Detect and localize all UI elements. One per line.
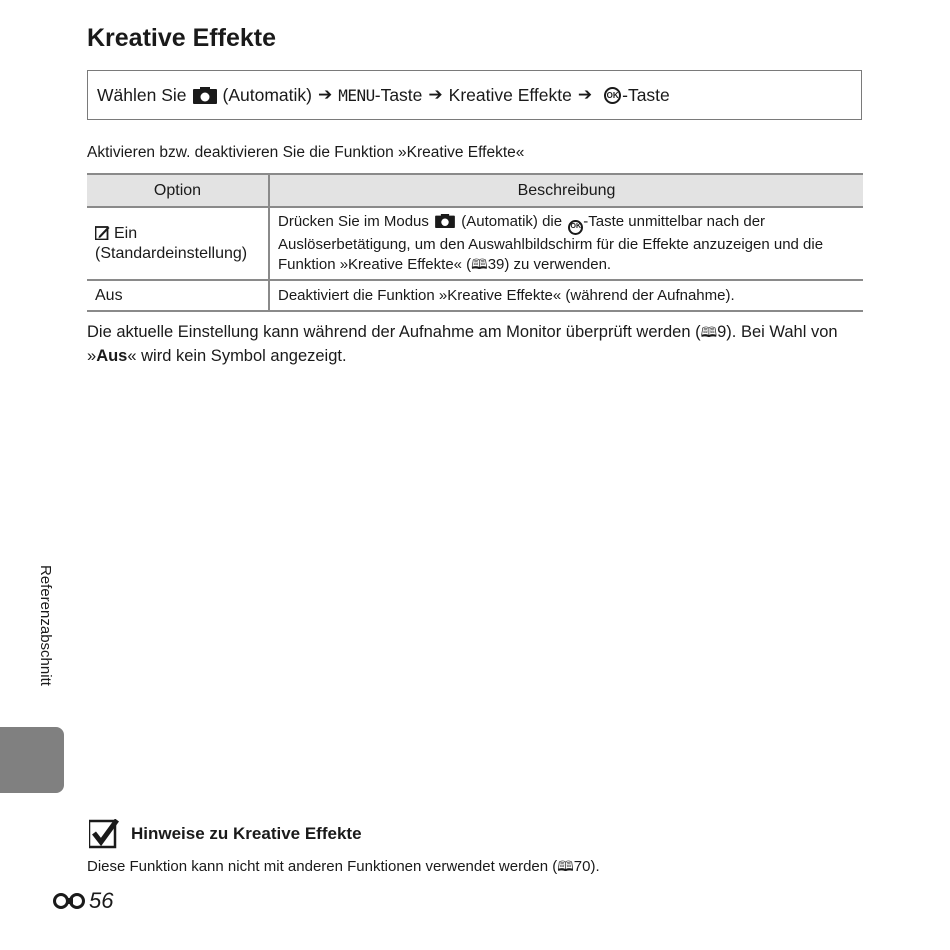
note-text-a: Diese Funktion kann nicht mit anderen Funktionen verwendet werden ( bbox=[87, 858, 558, 875]
desc-text-b: (Automatik) die bbox=[461, 213, 563, 231]
book-icon: 🕮 bbox=[700, 325, 718, 341]
arrow-icon: ➔ bbox=[317, 85, 333, 104]
description-off: Deaktiviert die Funktion »Kreative Effekte« (während der Aufnahme). bbox=[269, 280, 863, 311]
after-bold-aus: Aus bbox=[96, 347, 128, 365]
desc-ref: 39) zu verwenden. bbox=[487, 255, 612, 273]
option-off-label: Aus bbox=[87, 280, 269, 311]
note-text bbox=[87, 856, 600, 880]
option-cell bbox=[87, 207, 269, 280]
table-row bbox=[87, 207, 863, 280]
status-note-text bbox=[87, 321, 867, 368]
path-text-5: -Taste bbox=[622, 84, 670, 105]
intro-text: Aktivieren bzw. deaktivieren Sie die Funktion »Kreative Effekte« bbox=[87, 144, 525, 161]
after-text-a: Die aktuelle Einstellung kann während der Aufnahme am Monitor überprüft werden ( bbox=[87, 323, 701, 341]
page-title: Kreative Effekte bbox=[87, 24, 276, 52]
camera-icon bbox=[435, 214, 455, 228]
option-default-label: (Standardeinstellung) bbox=[95, 244, 248, 262]
reference-section-icon bbox=[53, 892, 87, 910]
path-text-4: Kreative Effekte bbox=[448, 84, 572, 105]
ok-button-icon: OK bbox=[568, 220, 583, 235]
note-title: Hinweise zu Kreative Effekte bbox=[131, 824, 362, 843]
arrow-icon: ➔ bbox=[577, 85, 593, 104]
path-text-3: -Taste bbox=[374, 84, 423, 105]
menu-button-label: MENU bbox=[338, 85, 375, 105]
menu-path-box bbox=[87, 70, 862, 120]
camera-icon bbox=[193, 87, 217, 104]
section-side-label: Referenzabschnitt bbox=[37, 565, 54, 686]
path-text-2: (Automatik) bbox=[222, 84, 312, 105]
book-icon: 🕮 bbox=[471, 256, 488, 273]
note-text-b: 70). bbox=[573, 858, 600, 875]
creative-effects-icon bbox=[95, 225, 110, 240]
check-mark-icon bbox=[89, 819, 119, 849]
path-text-1: Wählen Sie bbox=[97, 84, 187, 105]
ok-button-icon: OK bbox=[604, 87, 621, 104]
options-table bbox=[87, 173, 863, 312]
page-number: 56 bbox=[89, 888, 114, 913]
desc-text-a: Drücken Sie im Modus bbox=[278, 213, 429, 231]
after-text-b: 9). Bei Wahl von » bbox=[87, 323, 838, 365]
option-on-label: Ein bbox=[114, 224, 138, 242]
header-description: Beschreibung bbox=[269, 174, 863, 207]
page-number-area bbox=[53, 888, 113, 914]
description-cell bbox=[269, 207, 863, 280]
after-text-c: « wird kein Symbol angezeigt. bbox=[127, 347, 347, 365]
table-row bbox=[87, 280, 863, 311]
section-tab-marker bbox=[0, 727, 64, 793]
note-heading bbox=[89, 819, 362, 849]
header-option: Option bbox=[87, 174, 269, 207]
arrow-icon: ➔ bbox=[428, 85, 443, 104]
book-icon: 🕮 bbox=[557, 859, 574, 875]
desc-text-c: -Taste unmittelbar nach der Auslöserbetätigung, um den Auswahlbildschirm für die Effekte anzuzeigen und die Funktion »Kreative Effekte« ( bbox=[278, 213, 824, 273]
